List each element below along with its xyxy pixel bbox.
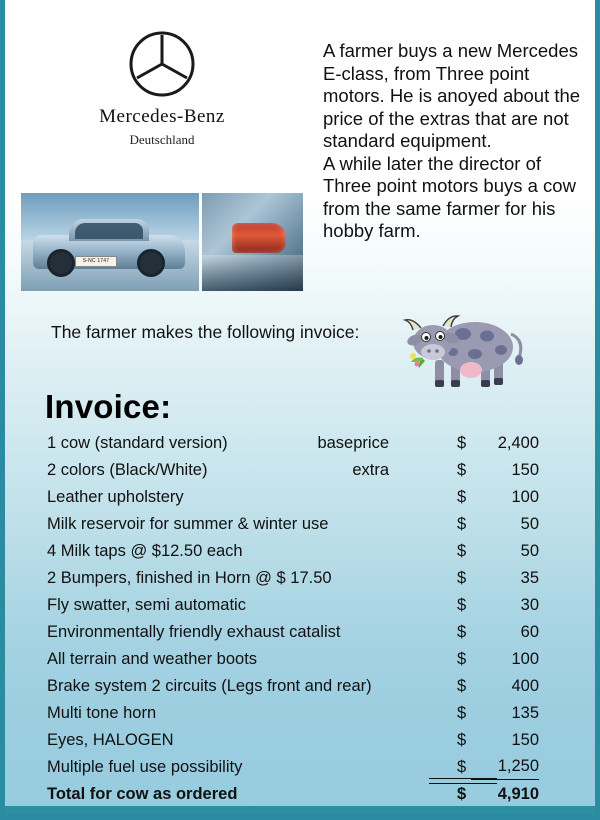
invoice-row — [47, 592, 537, 619]
item-amount: 135 — [511, 704, 539, 722]
cartoon-cow-image — [393, 302, 533, 392]
total-amount: 4,910 — [497, 785, 539, 803]
invoice-row — [47, 511, 537, 538]
item-amount: 50 — [520, 515, 539, 533]
invoice-row — [47, 484, 537, 511]
currency-symbol: $ — [457, 569, 467, 587]
item-description: 2 Bumpers, finished in Horn @ $ 17.50 — [47, 569, 332, 587]
invoice-row — [47, 430, 537, 457]
invoice-row — [47, 619, 537, 646]
invoice-table — [47, 430, 537, 808]
story-paragraph-1: A farmer buys a new Mercedes E-class, from Three point motors. He is anoyed about the price of the extras that are not standard equipment. — [323, 40, 581, 151]
car-rear-wheel — [137, 249, 165, 277]
taillight-glow — [202, 255, 303, 291]
currency-symbol: $ — [457, 596, 467, 614]
currency-symbol: $ — [457, 677, 467, 695]
invoice-title: Invoice: — [45, 388, 172, 425]
item-description: Fly swatter, semi automatic — [47, 596, 246, 614]
item-description: Eyes, HALOGEN — [47, 731, 174, 749]
item-description: All terrain and weather boots — [47, 650, 258, 668]
mercedes-e-class-photo — [21, 193, 199, 291]
item-description: Environmentally friendly exhaust catalist — [47, 623, 341, 641]
item-amount: 50 — [520, 542, 539, 560]
item-description: 1 cow (standard version) — [47, 434, 228, 452]
item-description: Multi tone horn — [47, 704, 157, 722]
item-description: Brake system 2 circuits (Legs front and rear) — [47, 677, 372, 695]
car-front-wheel — [47, 249, 75, 277]
item-amount: 100 — [511, 650, 539, 668]
intro-line: The farmer makes the following invoice: — [51, 322, 360, 342]
item-amount: 2,400 — [497, 434, 539, 452]
invoice-row — [47, 646, 537, 673]
item-amount: 150 — [511, 731, 539, 749]
item-amount: 1,250 — [471, 754, 539, 780]
invoice-row — [47, 538, 537, 565]
brand-block — [67, 30, 257, 148]
item-amount: 100 — [511, 488, 539, 506]
item-description: 4 Milk taps @ $12.50 each — [47, 542, 243, 560]
total-double-rule — [429, 778, 497, 784]
story-text — [323, 40, 585, 243]
photo-strip — [21, 193, 303, 291]
currency-symbol: $ — [457, 542, 467, 560]
item-tag: baseprice — [317, 434, 389, 452]
invoice-row — [47, 727, 537, 754]
invoice-row — [47, 700, 537, 727]
currency-symbol: $ — [457, 515, 467, 533]
taillight-detail-photo — [202, 193, 303, 291]
item-description: 2 colors (Black/White) — [47, 461, 208, 479]
item-tag: extra — [352, 461, 389, 479]
invoice-row — [47, 565, 537, 592]
currency-symbol: $ — [457, 623, 467, 641]
currency-symbol: $ — [457, 650, 467, 668]
currency-symbol: $ — [457, 731, 467, 749]
story-paragraph-2: A while later the director of Three point motors buys a cow from the same farmer for his hobby farm. — [323, 152, 576, 241]
item-description: Milk reservoir for summer & winter use — [47, 515, 329, 533]
mercedes-star-icon — [128, 30, 196, 98]
item-amount: 35 — [520, 569, 539, 587]
brand-subtitle: Deutschland — [129, 132, 195, 147]
item-description: Leather upholstery — [47, 488, 184, 506]
brand-name: Mercedes-Benz — [99, 106, 225, 127]
total-label: Total for cow as ordered — [47, 785, 238, 803]
invoice-total-row — [47, 781, 537, 808]
item-amount: 400 — [511, 677, 539, 695]
item-amount: 150 — [511, 461, 539, 479]
currency-symbol: $ — [457, 758, 467, 776]
invoice-row — [47, 457, 537, 484]
car-window-shape — [75, 223, 143, 239]
taillight-shape — [232, 223, 286, 253]
license-plate: S-NC 1747 — [75, 256, 117, 267]
item-amount: 30 — [520, 596, 539, 614]
currency-symbol: $ — [457, 434, 467, 452]
currency-symbol: $ — [457, 785, 467, 803]
invoice-row — [47, 754, 537, 781]
item-description: Multiple fuel use possibility — [47, 758, 243, 776]
currency-symbol: $ — [457, 461, 467, 479]
item-amount: 60 — [520, 623, 539, 641]
invoice-row — [47, 673, 537, 700]
currency-symbol: $ — [457, 488, 467, 506]
currency-symbol: $ — [457, 704, 467, 722]
